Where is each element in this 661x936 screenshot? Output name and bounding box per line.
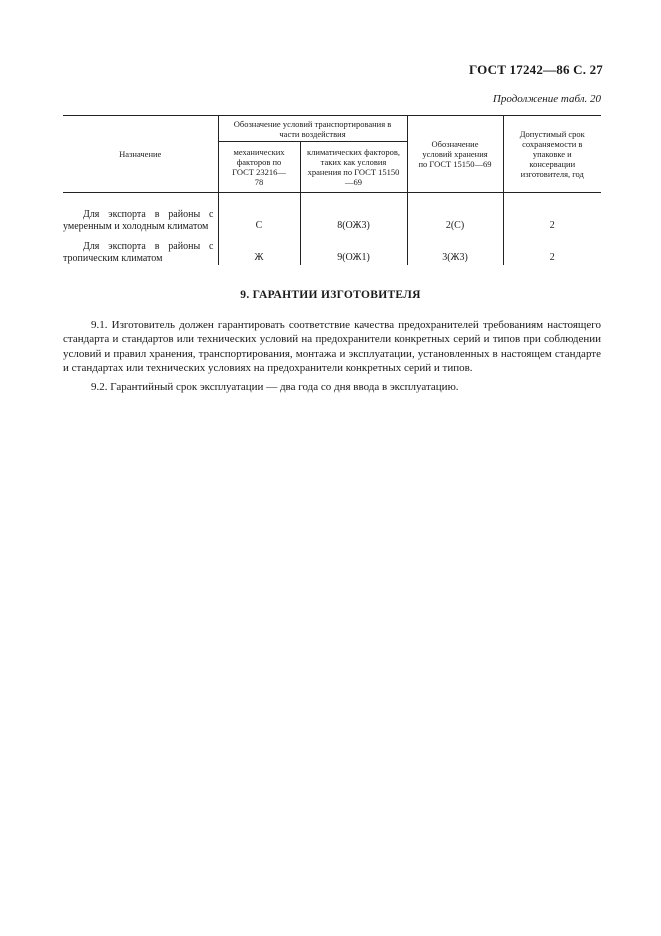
table-row	[63, 193, 601, 234]
header-climatic: климатических факторов, таких как условия хранения по ГОСТ 15150—69	[300, 142, 407, 193]
paragraph-9-2: 9.2. Гарантийный срок эксплуатации — два года со дня ввода в эксплуатацию.	[91, 381, 459, 393]
row-climatic: 9(ОЖ1)	[300, 233, 407, 265]
table-row	[63, 233, 601, 265]
row-climatic: 8(ОЖ3)	[300, 193, 407, 234]
row-purpose: Для экспорта в районы с тропическим климатом	[63, 241, 214, 264]
row-shelf-life: 2	[503, 233, 601, 265]
row-mechanical: С	[218, 193, 300, 234]
header-transport-group: Обозначение условий транспортирования в части воздействия	[218, 116, 407, 142]
header-storage: Обозначение условий хранения по ГОСТ 15150—69	[407, 116, 503, 193]
storage-conditions-table	[63, 115, 601, 265]
header-shelf-life: Допустимый срок сохраняемости в упаковке и консервации изготовителя, год	[503, 116, 601, 193]
paragraph-9-1: 9.1. Изготовитель должен гарантировать соответствие качества предохранителей требованиям настоящего стандарта и стандартов или технических условий на предохранители конкретных серий и типов при соблюдении условий и правил хранения, транспортирования, монтажа и эксплуатации, установленных в настоящем стандарте и стандартах или технических условиях на предохранители конкретных серий и типов.	[63, 319, 601, 374]
row-purpose: Для экспорта в районы с умеренным и холодным климатом	[63, 209, 214, 232]
header-mechanical: механических факторов по ГОСТ 23216—78	[218, 142, 300, 193]
row-storage: 3(Ж3)	[407, 233, 503, 265]
page-header: ГОСТ 17242—86 С. 27	[469, 62, 603, 77]
section-title: 9. ГАРАНТИИ ИЗГОТОВИТЕЛЯ	[240, 289, 421, 301]
row-shelf-life: 2	[503, 193, 601, 234]
row-storage: 2(С)	[407, 193, 503, 234]
table-continuation-note: Продолжение табл. 20	[492, 93, 601, 105]
header-purpose: Назначение	[63, 116, 218, 193]
row-mechanical: Ж	[218, 233, 300, 265]
